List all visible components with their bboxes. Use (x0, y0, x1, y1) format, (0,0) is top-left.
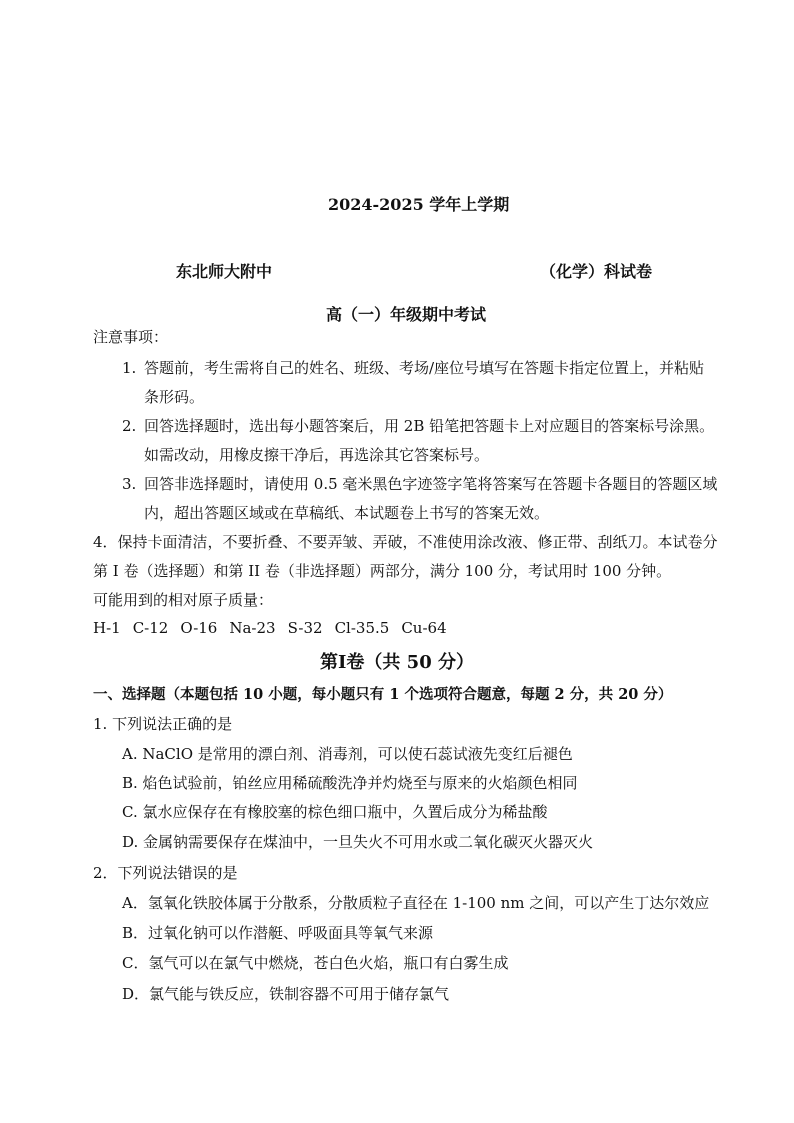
notice-item-4-line-1: 4．保持卡面清洁，不要折叠、不要弄皱、弄破，不准使用涂改液、修正带、刮纸刀。本试卷分 (93, 533, 718, 551)
subject-title: （化学）科试卷 (540, 262, 653, 281)
notice-item-2-line-2: 如需改动，用橡皮擦干净后，再选涂其它答案标号。 (144, 446, 490, 464)
notice-item-1-line-1 (122, 357, 704, 378)
question-2-stem: 2．下列说法错误的是 (93, 864, 238, 882)
notice-item-text: 回答非选择题时，请使用 0.5 毫米黑色字迹签字笔将答案写在答题卡各题目的答题区域 (144, 475, 718, 493)
question-2-option-a: A．氢氧化铁胶体属于分散系，分散质粒子直径在 1-100 nm 之间，可以产生丁达尔效应 (122, 894, 710, 912)
atomic-mass-item: H-1 (93, 619, 121, 637)
question-1-option-d: D. 金属钠需要保存在煤油中，一旦失火不可用水或二氧化碳灭火器灭火 (122, 833, 594, 851)
notice-item-text: 回答选择题时，选出每小题答案后，用 2B 铅笔把答题卡上对应题目的答案标号涂黑。 (144, 417, 715, 435)
notice-item-4-line-2: 第 I 卷（选择题）和第 II 卷（非选择题）两部分，满分 100 分，考试用时 100 分钟。 (93, 562, 672, 580)
notice-item-2-line-1 (122, 415, 714, 436)
question-2-option-d: D．氯气能与铁反应，铁制容器不可用于储存氯气 (122, 985, 450, 1003)
atomic-mass-title: 可能用到的相对原子质量： (93, 591, 274, 609)
notice-item-number: 1. (122, 359, 137, 377)
notice-item-3-line-1 (122, 473, 717, 494)
notice-item-number: 3. (122, 475, 137, 493)
atomic-mass-item: C-12 (132, 619, 169, 637)
atomic-mass-item: Na-23 (229, 619, 276, 637)
notice-title: 注意事项： (93, 328, 169, 346)
school-name: 东北师大附中 (176, 262, 273, 281)
notice-item-number: 2. (122, 417, 137, 435)
question-2-option-c: C．氢气可以在氯气中燃烧，苍白色火焰，瓶口有白雾生成 (122, 954, 509, 972)
atomic-mass-list (93, 619, 459, 637)
atomic-mass-item: S-32 (287, 619, 323, 637)
question-1-option-a: A. NaClO 是常用的漂白剂、消毒剂，可以使石蕊试液先变红后褪色 (122, 745, 573, 763)
atomic-mass-item: Cl-35.5 (334, 619, 390, 637)
notice-item-3-line-2: 内，超出答题区域或在草稿纸、本试题卷上书写的答案无效。 (144, 504, 550, 522)
section-title: 第I卷（共 50 分） (320, 652, 475, 673)
question-2-option-b: B．过氧化钠可以作潜艇、呼吸面具等氧气来源 (122, 924, 434, 942)
atomic-mass-item: Cu-64 (401, 619, 447, 637)
notice-item-text: 答题前，考生需将自己的姓名、班级、考场/座位号填写在答题卡指定位置上，并粘贴 (144, 359, 705, 377)
exam-title: 高（一）年级期中考试 (326, 305, 487, 324)
question-1-option-c: C. 氯水应保存在有橡胶塞的棕色细口瓶中，久置后成分为稀盐酸 (122, 803, 548, 821)
question-1-option-b: B. 焰色试验前，铂丝应用稀硫酸洗净并灼烧至与原来的火焰颜色相同 (122, 774, 578, 792)
question-1-stem: 1. 下列说法正确的是 (93, 715, 233, 733)
notice-item-1-line-2: 条形码。 (144, 388, 205, 406)
exam-term: 2024-2025 学年上学期 (328, 195, 510, 214)
atomic-mass-item: O-16 (180, 619, 218, 637)
part-title: 一、选择题（本题包括 10 小题，每小题只有 1 个选项符合题意，每题 2 分，共 20 分） (93, 686, 673, 703)
